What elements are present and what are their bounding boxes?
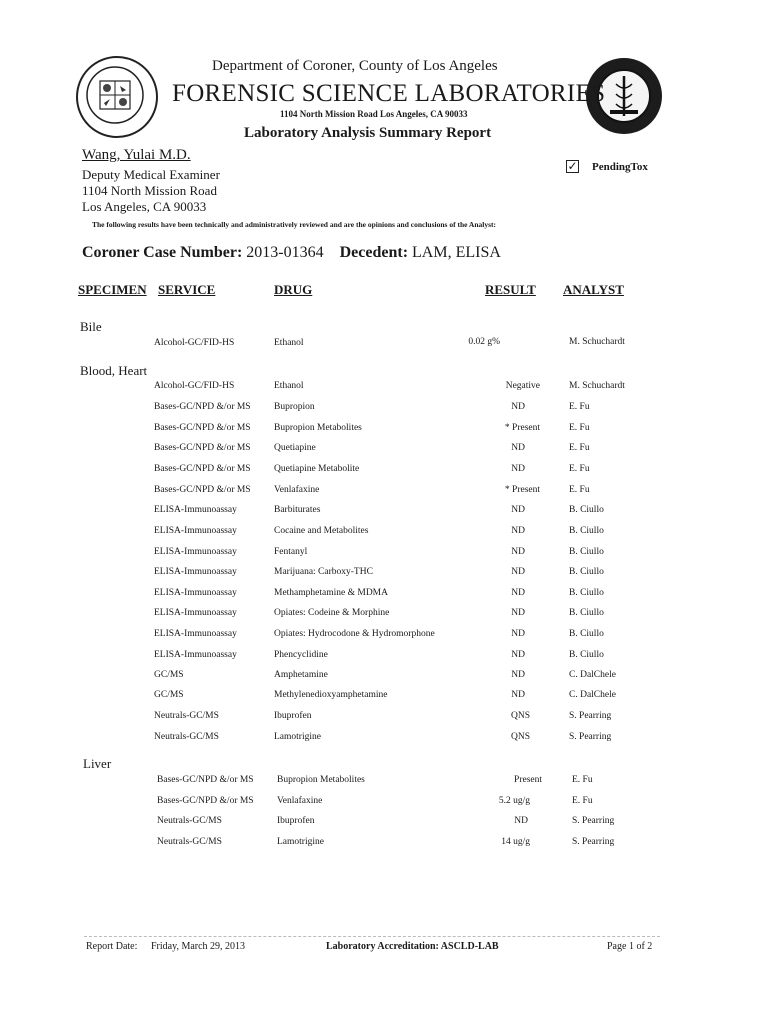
row-result: * Present (504, 485, 540, 495)
row-service: Bases-GC/NPD &/or MS (154, 423, 251, 433)
row-drug: Phencyclidine (274, 650, 328, 660)
row-service: Bases-GC/NPD &/or MS (154, 402, 251, 412)
row-analyst: B. Ciullo (569, 547, 604, 557)
row-service: Alcohol-GC/FID-HS (154, 338, 235, 348)
row-result: QNS (510, 732, 530, 742)
row-result: ND (514, 816, 528, 826)
row-analyst: S. Pearring (572, 816, 615, 826)
case-number-label: Coroner Case Number: (82, 244, 243, 261)
row-result: ND (511, 650, 525, 660)
row-result: 14 ug/g (501, 837, 530, 847)
row-drug: Barbiturates (274, 505, 321, 515)
row-analyst: B. Ciullo (569, 567, 604, 577)
examiner-city: Los Angeles, CA 90033 (82, 199, 207, 214)
row-service: ELISA-Immunoassay (154, 505, 237, 515)
examiner-name: Wang, Yulai M.D. (82, 147, 191, 163)
row-service: ELISA-Immunoassay (154, 650, 237, 660)
row-analyst: B. Ciullo (569, 588, 604, 598)
specimen-label: Liver (83, 756, 112, 771)
case-info-line (82, 244, 501, 262)
row-service: Bases-GC/NPD &/or MS (154, 485, 251, 495)
row-analyst: B. Ciullo (569, 629, 604, 639)
row-drug: Bupropion (274, 402, 315, 412)
row-drug: Ethanol (274, 381, 304, 391)
row-drug: Methamphetamine & MDMA (274, 588, 388, 598)
row-analyst: E. Fu (569, 485, 590, 495)
row-result: 5.2 ug/g (498, 796, 530, 806)
row-service: Bases-GC/NPD &/or MS (157, 796, 254, 806)
row-drug: Quetiapine (274, 443, 316, 453)
row-drug: Marijuana: Carboxy-THC (274, 567, 373, 577)
col-header-analyst: ANALYST (563, 282, 624, 297)
row-drug: Lamotrigine (277, 837, 324, 847)
lab-name-heading: FORENSIC SCIENCE LABORATORIES (172, 80, 606, 107)
department-heading: Department of Coroner, County of Los Angeles (212, 58, 498, 74)
row-drug: Methylenedioxyamphetamine (274, 690, 388, 700)
row-service: ELISA-Immunoassay (154, 608, 237, 618)
row-service: Bases-GC/NPD &/or MS (154, 443, 251, 453)
row-service: ELISA-Immunoassay (154, 588, 237, 598)
row-analyst: B. Ciullo (569, 526, 604, 536)
lab-address: 1104 North Mission Road Los Angeles, CA 90033 (280, 109, 468, 119)
decedent-label: Decedent: (339, 244, 409, 261)
case-number: 2013-01364 (246, 244, 324, 261)
row-result: ND (511, 588, 525, 598)
row-analyst: C. DalChele (569, 690, 616, 700)
county-seal-logo (76, 56, 158, 138)
row-result: ND (511, 547, 525, 557)
row-service: ELISA-Immunoassay (154, 547, 237, 557)
row-analyst: C. DalChele (569, 670, 616, 680)
row-result: ND (511, 567, 525, 577)
row-result: 0.02 g% (468, 337, 500, 347)
row-drug: Lamotrigine (274, 732, 321, 742)
row-analyst: E. Fu (572, 796, 593, 806)
report-date-label: Report Date: (86, 941, 138, 952)
row-drug: Cocaine and Metabolites (274, 526, 369, 536)
col-header-result: RESULT (485, 282, 536, 297)
row-analyst: B. Ciullo (569, 505, 604, 515)
row-drug: Amphetamine (274, 670, 328, 680)
lab-accreditation: Laboratory Accreditation: ASCLD-LAB (326, 941, 499, 952)
examiner-street: 1104 North Mission Road (82, 183, 217, 198)
row-drug: Opiates: Hydrocodone & Hydromorphone (274, 629, 435, 639)
row-analyst: E. Fu (569, 402, 590, 412)
row-analyst: E. Fu (572, 775, 593, 785)
review-disclaimer: The following results have been technically and administratively reviewed and are the opinions and conclusions of the Analyst: (92, 220, 496, 229)
row-analyst: S. Pearring (569, 732, 612, 742)
row-result: ND (511, 670, 525, 680)
row-analyst: S. Pearring (572, 837, 615, 847)
row-analyst: S. Pearring (569, 711, 612, 721)
decedent-name: LAM, ELISA (412, 244, 501, 261)
row-result: ND (511, 443, 525, 453)
examiner-title: Deputy Medical Examiner (82, 167, 220, 182)
pending-tox-checkbox: ✓ (567, 159, 578, 173)
col-header-specimen: SPECIMEN (78, 282, 147, 297)
row-service: Neutrals-GC/MS (157, 816, 222, 826)
row-drug: Ethanol (274, 338, 304, 348)
row-result: QNS (510, 711, 530, 721)
row-result: ND (511, 464, 525, 474)
row-result: Present (514, 775, 542, 785)
row-drug: Bupropion Metabolites (277, 775, 365, 785)
row-drug: Venlafaxine (277, 796, 323, 806)
row-service: GC/MS (154, 670, 184, 680)
row-drug: Ibuprofen (277, 816, 315, 826)
row-analyst: B. Ciullo (569, 608, 604, 618)
page-number: Page 1 of 2 (607, 941, 653, 952)
row-service: Neutrals-GC/MS (154, 711, 219, 721)
report-date: Friday, March 29, 2013 (151, 941, 246, 952)
col-header-drug: DRUG (274, 282, 313, 297)
row-service: ELISA-Immunoassay (154, 567, 237, 577)
specimen-label: Blood, Heart (80, 363, 148, 378)
row-result: ND (511, 526, 525, 536)
row-result: ND (511, 629, 525, 639)
row-result: ND (511, 690, 525, 700)
row-result: Negative (505, 381, 540, 391)
row-service: Neutrals-GC/MS (154, 732, 219, 742)
row-analyst: M. Schuchardt (569, 337, 625, 347)
pending-tox-label: PendingTox (592, 161, 648, 173)
row-service: Bases-GC/NPD &/or MS (154, 464, 251, 474)
row-analyst: E. Fu (569, 464, 590, 474)
row-drug: Venlafaxine (274, 485, 320, 495)
row-result: ND (511, 608, 525, 618)
row-drug: Quetiapine Metabolite (274, 464, 360, 474)
row-service: Bases-GC/NPD &/or MS (157, 775, 254, 785)
row-analyst: M. Schuchardt (569, 381, 625, 391)
footer-divider (84, 936, 660, 937)
row-drug: Opiates: Codeine & Morphine (274, 608, 390, 618)
row-result: ND (511, 402, 525, 412)
row-analyst: E. Fu (569, 443, 590, 453)
row-analyst: E. Fu (569, 423, 590, 433)
row-service: ELISA-Immunoassay (154, 526, 237, 536)
row-service: Alcohol-GC/FID-HS (154, 381, 235, 391)
specimen-label: Bile (80, 319, 102, 334)
row-result: * Present (504, 423, 540, 433)
row-service: Neutrals-GC/MS (157, 837, 222, 847)
row-drug: Ibuprofen (274, 711, 312, 721)
row-drug: Fentanyl (274, 547, 308, 557)
row-drug: Bupropion Metabolites (274, 423, 362, 433)
row-service: GC/MS (154, 690, 184, 700)
row-analyst: B. Ciullo (569, 650, 604, 660)
col-header-service: SERVICE (158, 282, 216, 297)
row-result: ND (511, 505, 525, 515)
report-title: Laboratory Analysis Summary Report (244, 125, 492, 141)
row-service: ELISA-Immunoassay (154, 629, 237, 639)
